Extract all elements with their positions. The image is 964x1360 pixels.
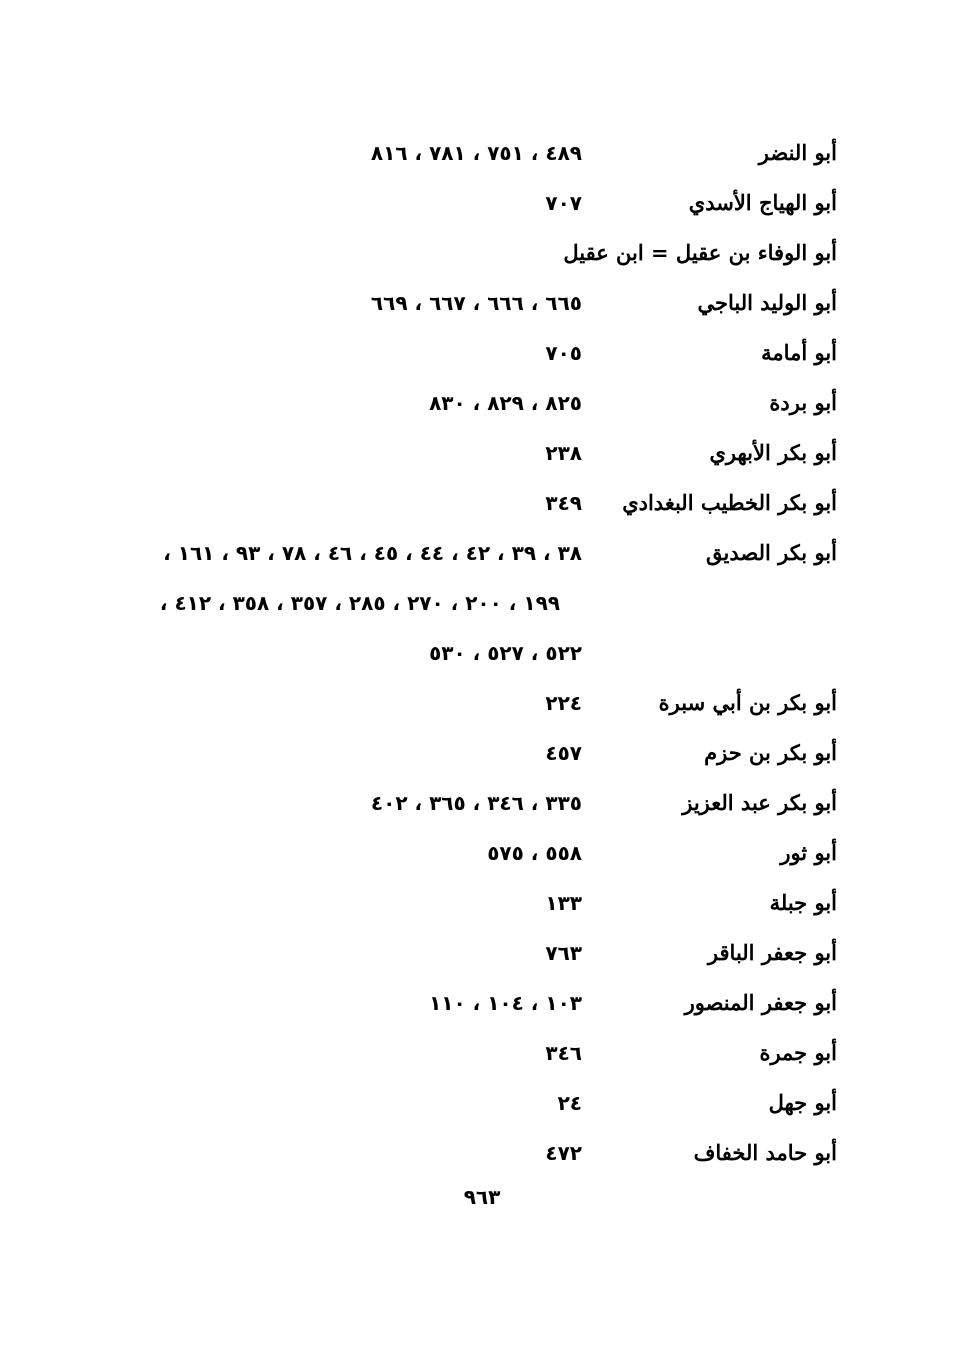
entry-pages: ٣٣٥ ، ٣٤٦ ، ٣٦٥ ، ٤٠٢: [370, 791, 582, 815]
entry-name: أبو بكر الصديق: [705, 540, 837, 565]
index-entry: [0, 1078, 964, 1128]
entry-pages: ٣٤٩: [545, 491, 582, 515]
entry-pages: ١٩٩ ، ٢٠٠ ، ٢٧٠ ، ٢٨٥ ، ٣٥٧ ، ٣٥٨ ، ٤١٢ ،: [159, 591, 560, 615]
entry-pages: ٣٨ ، ٣٩ ، ٤٢ ، ٤٤ ، ٤٥ ، ٤٦ ، ٧٨ ، ٩٣ ، ١٦١ ،: [163, 541, 582, 565]
index-entry: [0, 178, 964, 228]
index-entry-continuation: [0, 628, 964, 678]
entry-pages: ٤٨٩ ، ٧٥١ ، ٧٨١ ، ٨١٦: [370, 141, 582, 165]
entry-name: أبو جعفر المنصور: [684, 990, 837, 1015]
entry-name: أبو بكر عبد العزيز: [682, 790, 837, 815]
entry-name: أبو جبلة: [769, 890, 837, 915]
index-entry: [0, 728, 964, 778]
entry-name: أبو الوفاء بن عقيل = ابن عقيل: [563, 240, 837, 265]
index-entry: [0, 478, 964, 528]
entry-pages: ٤٧٢: [545, 1141, 582, 1165]
entry-name: أبو أمامة: [761, 340, 837, 365]
index-entry: [0, 528, 964, 578]
index-entry: [0, 678, 964, 728]
entry-pages: ٣٤٦: [545, 1041, 582, 1065]
entry-name: أبو النضر: [758, 140, 837, 165]
entry-pages: ٦٦٥ ، ٦٦٦ ، ٦٦٧ ، ٦٦٩: [370, 291, 582, 315]
entry-pages: ٢٤: [557, 1091, 582, 1115]
index-entry: [0, 928, 964, 978]
index-entry: [0, 978, 964, 1028]
entry-name: أبو جمرة: [759, 1040, 837, 1065]
entry-name: أبو حامد الخفاف: [693, 1140, 837, 1165]
entry-name: أبو بكر الأبهري: [709, 440, 837, 465]
entry-pages: ٢٢٤: [545, 691, 582, 715]
index-entry-continuation: [0, 578, 964, 628]
entry-name: أبو بكر بن حزم: [704, 740, 837, 765]
entry-pages: ٥٥٨ ، ٥٧٥: [487, 841, 582, 865]
index-entry: [0, 1028, 964, 1078]
index-entry: [0, 328, 964, 378]
entry-name: أبو بردة: [769, 390, 837, 415]
index-entry: [0, 378, 964, 428]
entry-name: أبو ثور: [780, 840, 837, 865]
entry-pages: ٧٠٧: [545, 191, 582, 215]
entry-pages: ٢٣٨: [545, 441, 582, 465]
entry-name: أبو جهل: [768, 1090, 837, 1115]
name-index-list: [0, 128, 964, 1178]
entry-pages: ٧٠٥: [545, 341, 582, 365]
entry-name: أبو الهياج الأسدي: [688, 190, 837, 215]
index-entry: [0, 828, 964, 878]
entry-pages: ٥٢٢ ، ٥٢٧ ، ٥٣٠: [429, 641, 582, 665]
index-entry: [0, 1128, 964, 1178]
entry-name: أبو جعفر الباقر: [707, 940, 837, 965]
index-entry: [0, 778, 964, 828]
index-entry: [0, 878, 964, 928]
entry-pages: ٤٥٧: [545, 741, 582, 765]
entry-pages: ٧٦٣: [545, 941, 582, 965]
index-entry: [0, 278, 964, 328]
entry-pages: ١٠٣ ، ١٠٤ ، ١١٠: [429, 991, 582, 1015]
entry-name: أبو بكر الخطيب البغدادي: [622, 490, 837, 515]
index-entry: [0, 228, 964, 278]
page-number: ٩٦٣: [463, 1185, 501, 1209]
entry-pages: ١٣٣: [545, 891, 582, 915]
entry-name: أبو بكر بن أبي سبرة: [658, 690, 837, 715]
index-entry: [0, 128, 964, 178]
entry-pages: ٨٢٥ ، ٨٢٩ ، ٨٣٠: [429, 391, 582, 415]
entry-name: أبو الوليد الباجي: [697, 290, 837, 315]
index-entry: [0, 428, 964, 478]
